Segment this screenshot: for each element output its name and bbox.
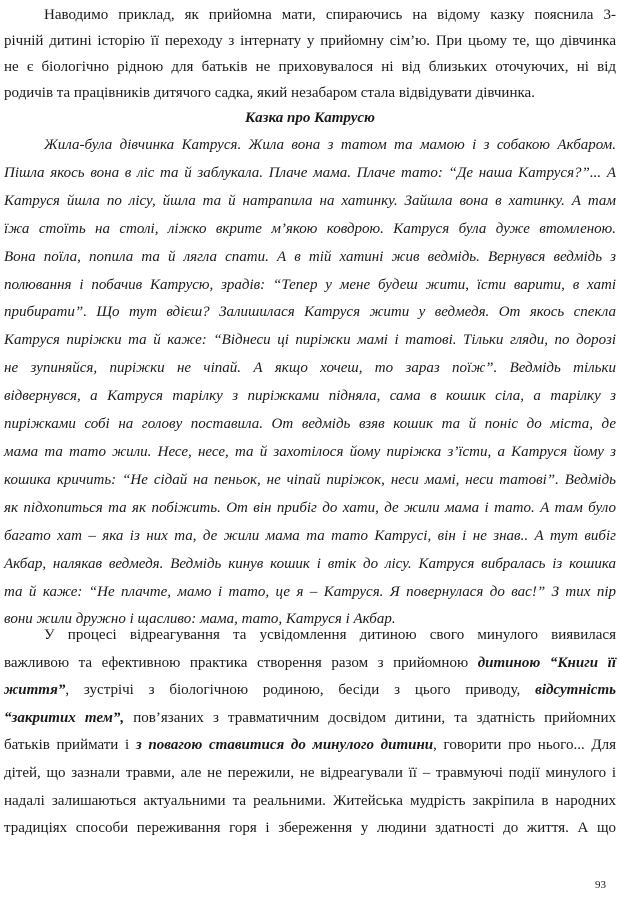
text-line: У процесі відреагування та усвідомлення дитиною свого минулого виявилася (44, 627, 616, 643)
story-line: кошика кричить: “Не сідай на пеньок, не чіпай пиріжок, неси мамі, неси татові”. Ведмідь (4, 471, 616, 488)
text-fragment: важливою та ефективною практика створення разом з прийомною (4, 654, 478, 671)
story-line: та й каже: “Не плачте, мамо і тато, це я – Катруся. Я повернулася до вас!” З тих пір (4, 583, 616, 600)
text-fragment: пов’язаних з травматичним досвідом дитини, та здатність прийомних (124, 709, 616, 726)
emphasis-text: життя” (4, 682, 66, 699)
story-line: прибирати”. Що тут вдієш? Залишилася Катруся жити у ведмедя. От якось спекла (4, 304, 616, 321)
text-fragment: , говорити про нього... Для (433, 737, 616, 754)
text-line: традиціях способи переживання горя і збереження у людини здатності до життя. А що (4, 820, 616, 837)
text-line (4, 705, 616, 733)
story-title: Казка про Катрусю (244, 110, 375, 126)
story-line: як підхопиться та як побіжить. От він прибіг до хати, де жили мама і тато. А там було (4, 499, 616, 516)
story-line: Жила-була дівчинка Катруся. Жила вона з татом та мамою і з собакою Акбаром. (44, 137, 616, 153)
text-line: родичів та працівників дитячого садка, який незабаром стала відвідувати дівчинка. (4, 85, 535, 101)
text-line: Наводимо приклад, як прийомна мати, спираючись на відому казку пояснила 3- (44, 7, 616, 23)
text-fragment: батьків приймати і (4, 737, 136, 754)
story-line: відвернувся, а Катруся тарілку з пиріжками підняла, сама в кошик сіла, а тарілку з (4, 388, 616, 405)
emphasis-text: з повагою ставитися до минулого дитини (135, 737, 434, 754)
story-line: мама та тато жили. Несе, несе, та й захотілося йому пиріжка з’їсти, а Катруся йому з (4, 443, 616, 460)
text-line (4, 732, 616, 760)
text-line: річній дитині історію її переходу з інтернату у прийомну сім’ю. При цьому те, що дівчинка (4, 33, 616, 49)
page-number: 93 (595, 879, 606, 891)
paragraph-after (4, 622, 616, 843)
story-line: пиріжками собі на голову поставила. От ведмідь взяв кошик та й поніс до міста, де (4, 416, 616, 433)
story-line: вони жили дружно і щасливо: мама, тато, Катруся і Акбар. (4, 611, 396, 628)
text-fragment: , зустрічі з біологічною родиною, бесіди з цього приводу, (65, 682, 536, 699)
story-line: полювання і побачив Катрусю, зрадів: “Тепер у мене будеш жити, їсти варити, в хаті (4, 276, 616, 293)
story-line: Катруся пиріжки та й каже: “Віднеси ці пиріжки мамі і татові. Тільки гляди, по дорозі (4, 332, 616, 349)
paragraph-intro (4, 2, 616, 106)
emphasis-text: відсутність (535, 682, 616, 699)
story-line: Акбар, налякав ведмедя. Ведмідь кинув кошик і втік до лісу. Катруся вибралась із кошика (4, 555, 616, 572)
text-line (4, 677, 616, 705)
story-line: багато хат – яка із них та, де жили мама та тато Катрусі, він і не знав.. А тут вибіг (4, 527, 616, 544)
text-line: дітей, що зазнали травми, але не пережили, не відреагували її – травмуючі події минулого і (4, 764, 616, 781)
story-line: Вона поїла, попила та й лягла спати. А в тій хатині жив ведмідь. Вернувся ведмідь з (4, 248, 616, 265)
text-line: не є біологічно рідною для батьків не приховувалося ні від близьких оточуючих, ні від (4, 59, 616, 75)
story-line: Пішла якось вона в ліс та й заблукала. Плаче мама. Плаче тато: “Де наша Катруся?”... А (4, 164, 616, 181)
story-line: їжа стоїть на столі, ліжко вкрите м’якою ковдрою. Катруся була дуже втомленою. (4, 220, 616, 237)
emphasis-text: “закритих тем”, (4, 709, 125, 726)
story-line: не зупиняйся, пиріжки не чіпай. А якщо хочеш, то зараз поїж”. Ведмідь тільки (4, 360, 616, 377)
story-text (4, 132, 616, 634)
text-line: надалі залишаються актуальними та реальними. Житейська мудрість закріпила в народних (4, 792, 616, 809)
story-line: Катруся йшла по лісу, йшла та й натрапила на хатинку. Зайшла вона в хатинку. А там (4, 192, 616, 209)
text-line (4, 650, 616, 678)
emphasis-text: дитиною “Книги її (477, 654, 616, 671)
